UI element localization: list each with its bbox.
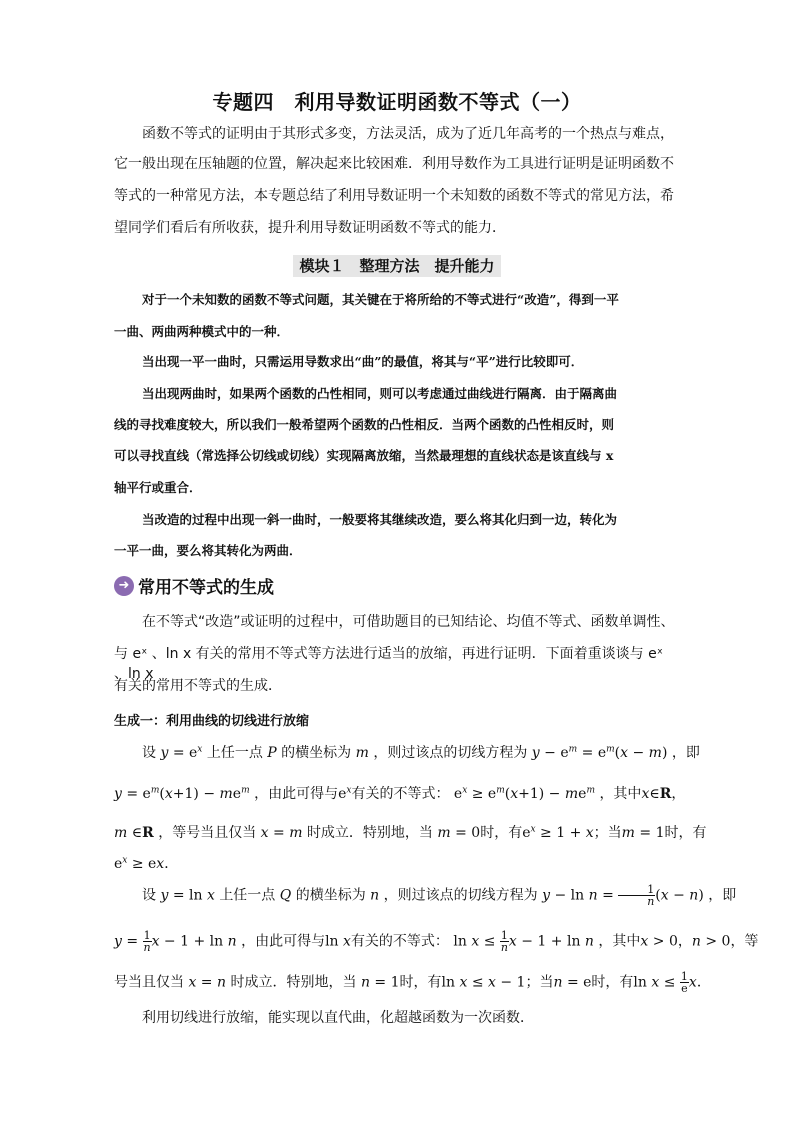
method-line-4: 当出现两曲时，如果两个函数的凸性相同，则可以考虑通过曲线进行隔离．由于隔离曲 (142, 386, 618, 401)
intro-line-1: 函数不等式的证明由于其形式多变，方法灵活，成为了近几年高考的一个热点与难点， (142, 126, 674, 142)
p2-line-2: y = $\frac{1}{n}$ x − 1 + ln n ，由此可得与ln x有关的不等式： ln x ≤ $\frac{1}{n}$ x − 1 + ln n ，其中x > 0，n > 0，等 (114, 929, 759, 954)
arrow-circle-icon: ➜ (114, 576, 134, 596)
intro-line-3: 等式的一种常见方法，本专题总结了利用导数证明一个未知数的函数不等式的常见方法，希 (114, 188, 674, 204)
p1-line-4: $e^x$ ≥ ex． (114, 855, 179, 872)
intro-line-4: 望同学们看后有所收获，提升利用导数证明函数不等式的能力． (114, 220, 506, 236)
intro-line-2: 它一般出现在压轴题的位置，解决起来比较困难．利用导数作为工具进行证明是证明函数不 (114, 156, 674, 172)
section-heading (114, 573, 274, 598)
method-line-7: 轴平行或重合． (114, 480, 202, 495)
method-line-6: 可以寻找直线（常选择公切线或切线）实现隔离放缩，当然最理想的直线状态是该直线与 x (114, 448, 614, 463)
p2-line-1: 设 y = ln x 上任一点 Q 的横坐标为 n ，则过该点的切线方程为 y − ln n = $\frac{1}{n}$ (x − n) ，即 (142, 883, 737, 908)
module-title: 模块１ 整理方法 提升能力 (293, 255, 500, 277)
method-line-1: 对于一个未知数的函数不等式问题，其关键在于将所给的不等式进行“改造”，得到一平 (142, 292, 619, 307)
p1-line-3: m ∈R ，等号当且仅当 x = m 时成立．特别地，当 m = 0时，有$e^x \ge 1 + x$；当m = 1时，有 (114, 824, 707, 841)
section-title: 常用不等式的生成 (138, 578, 274, 598)
section-intro-line-1: 在不等式“改造”或证明的过程中，可借助题目的已知结论、均值不等式、函数单调性、 (142, 614, 675, 630)
module-heading (0, 255, 794, 276)
section-intro-line-3: 有关的常用不等式的生成． (114, 678, 282, 694)
p2-line-3: 号当且仅当 x = n 时成立．特别地，当 n = 1时，有ln x ≤ x − 1；当n = e时，有ln x ≤ $\frac{1}{e}$ x． (114, 970, 711, 995)
method-line-2: 一曲、两曲两种模式中的一种． (114, 324, 290, 339)
method-line-8: 当改造的过程中出现一斜一曲时，一般要将其继续改造，要么将其化归到一边，转化为 (142, 512, 618, 527)
section-intro-line-2: 与 eˣ 、ln x 有关的常用不等式等方法进行适当的放缩，再进行证明．下面着重谈谈与 eˣ 、ln x (114, 646, 663, 682)
closing-paragraph: 利用切线进行放缩，能实现以直代曲，化超越函数为一次函数． (142, 1010, 534, 1026)
p1-line-1: 设 $y = e^x$ 上任一点 P 的横坐标为 m ，则过该点的切线方程为 $y - e^m = e^m(x - m)$ ，即 (142, 744, 700, 761)
method-line-5: 线的寻找难度较大，所以我们一般希望两个函数的凸性相反．当两个函数的凸性相反时，则 (114, 417, 615, 432)
page-title: 专题四 利用导数证明函数不等式（一） (212, 90, 582, 114)
method-line-9: 一平一曲，要么将其转化为两曲． (114, 543, 302, 558)
method-line-3: 当出现一平一曲时，只需运用导数求出“曲”的最值，将其与“平”进行比较即可． (142, 354, 584, 369)
subsection-title: 生成一：利用曲线的切线进行放缩 (114, 714, 310, 729)
p1-line-2: $y = e^m(x+1) - me^m$ ，由此可得与$e^x$有关的不等式： $e^x \ge e^m(x+1) - me^m$ ，其中x∈R， (114, 785, 686, 802)
